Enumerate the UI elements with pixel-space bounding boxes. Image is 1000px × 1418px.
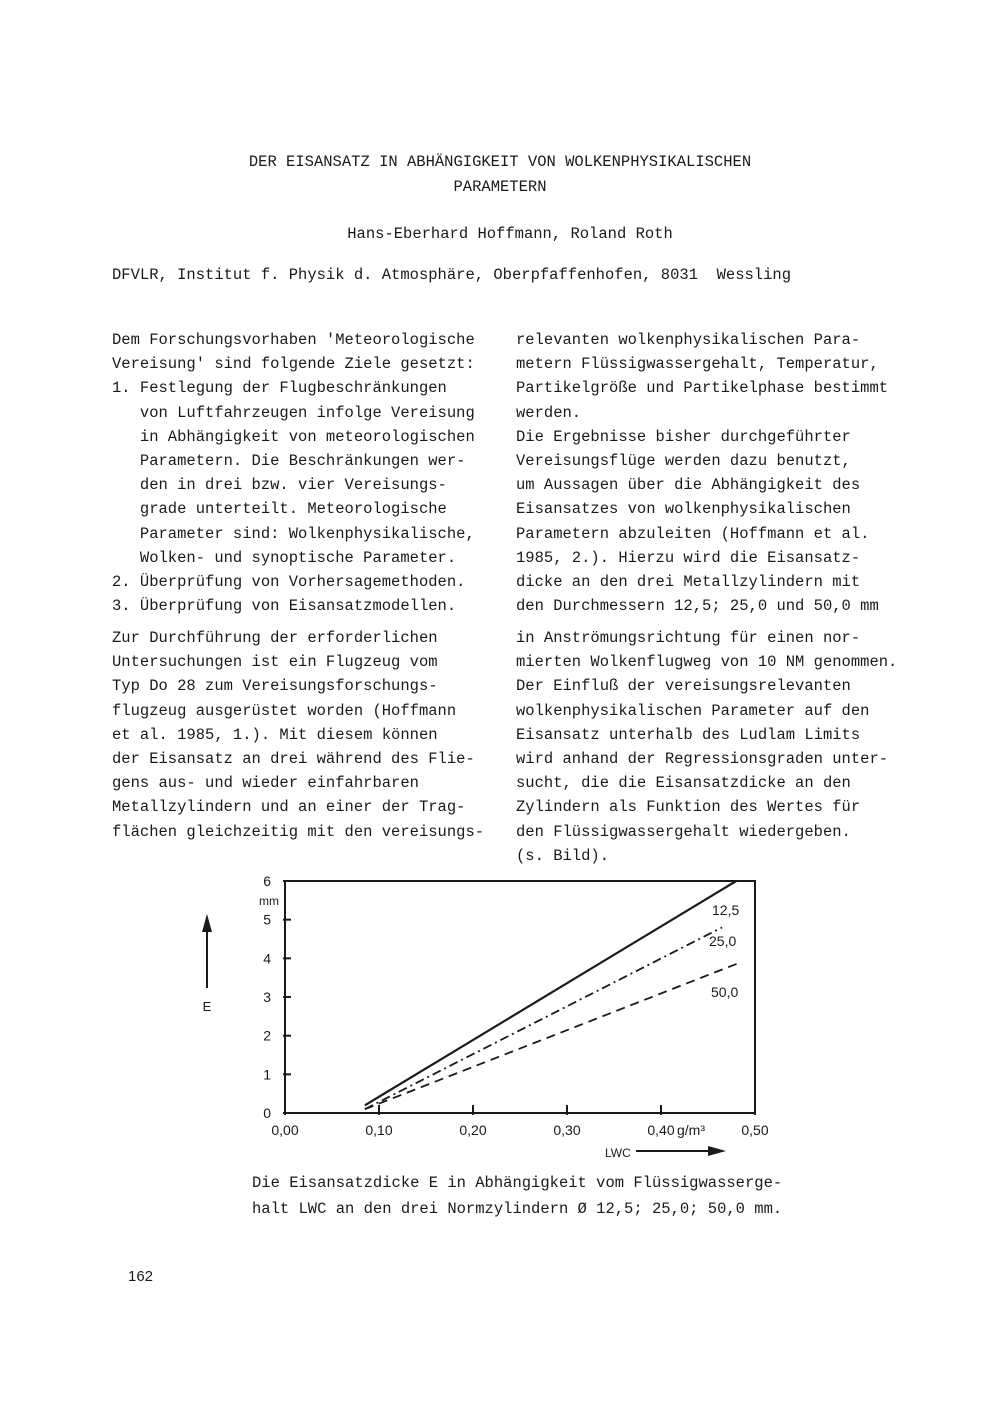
text-line: sucht, die die Eisansatzdicke an den <box>516 774 851 793</box>
series-label: 50,0 <box>711 984 739 1000</box>
figure-ice-thickness-vs-lwc <box>180 868 800 1173</box>
text-line: grade unterteilt. Meteorologische <box>112 500 447 519</box>
y-tick-label: 5 <box>263 911 271 928</box>
text-line: metern Flüssigwassergehalt, Temperatur, <box>516 355 879 374</box>
text-line: Parameter sind: Wolkenphysikalische, <box>112 524 475 543</box>
text-line: Eisansatzes von wolkenphysikalischen <box>516 500 851 519</box>
text-line: den Durchmessern 12,5; 25,0 und 50,0 mm <box>516 597 879 616</box>
text-line: 1. Festlegung der Flugbeschränkungen <box>112 379 447 398</box>
text-line: mierten Wolkenflugweg von 10 NM genommen. <box>516 653 898 672</box>
text-line: wolkenphysikalischen Parameter auf den <box>516 701 870 720</box>
series-label: 25,0 <box>709 933 737 949</box>
text-line: Untersuchungen ist ein Flugzeug vom <box>112 653 438 672</box>
text-line: in Anströmungsrichtung für einen nor- <box>516 629 861 647</box>
text-line: der Eisansatz an drei während des Flie- <box>112 749 475 768</box>
text-line: Zur Durchführung der erforderlichen <box>112 629 438 647</box>
y-tick-label: 6 <box>263 873 271 889</box>
y-tick-label: 0 <box>263 1105 271 1121</box>
text-line: 1985, 2.). Hierzu wird die Eisansatz- <box>516 548 861 567</box>
text-line: relevanten wolkenphysikalischen Para- <box>516 331 861 349</box>
text-line: Dem Forschungsvorhaben 'Meteorologische <box>112 331 475 349</box>
text-line: dicke an den drei Metallzylindern mit <box>516 572 861 591</box>
x-tick-label: 0,10 <box>365 1122 393 1138</box>
x-tick-label: 0,30 <box>553 1122 581 1138</box>
plot-frame <box>285 881 755 1113</box>
paper-authors: Hans-Eberhard Hoffmann, Roland Roth <box>347 225 673 243</box>
y-tick-label: 2 <box>263 1027 271 1044</box>
x-axis-label: LWC <box>605 1146 631 1160</box>
y-tick-label: 4 <box>263 950 271 967</box>
x-unit-label: g/m³ <box>677 1122 705 1138</box>
text-line: halt LWC an den drei Normzylindern Ø 12,5; 25,0; 50,0 mm. <box>252 1200 783 1218</box>
text-line: Die Eisansatzdicke E in Abhängigkeit vom Flüssigwasserge- <box>252 1174 783 1192</box>
left-column-block-1 <box>112 328 512 618</box>
series-line-50-0 <box>365 962 741 1109</box>
text-line: Wolken- und synoptische Parameter. <box>112 548 457 567</box>
y-axis-label: E <box>202 999 212 1014</box>
y-axis-arrowhead-icon <box>202 914 212 932</box>
chart <box>180 868 800 1168</box>
figure-caption <box>252 1170 782 1222</box>
text-line: 3. Überprüfung von Eisansatzmodellen. <box>112 597 457 616</box>
y-unit-label: mm <box>259 894 279 908</box>
text-line: den Flüssigwassergehalt wiedergeben. <box>516 822 851 841</box>
right-column-block-2 <box>516 626 916 868</box>
x-tick-label: 0,20 <box>459 1122 487 1138</box>
x-tick-label: 0,50 <box>741 1122 769 1138</box>
text-line: Partikelgröße und Partikelphase bestimmt <box>516 379 889 398</box>
text-line: von Luftfahrzeugen infolge Vereisung <box>112 403 475 422</box>
right-column-block-1 <box>516 328 916 618</box>
x-tick-label: 0,40 <box>647 1122 675 1138</box>
series-line-12-5 <box>365 881 739 1105</box>
series-line-25-0 <box>365 927 722 1109</box>
paper-title-line-1: DER EISANSATZ IN ABHÄNGIGKEIT VON WOLKENPHYSIKALISCHEN <box>248 153 752 171</box>
text-line: flugzeug ausgerüstet worden (Hoffmann <box>112 701 457 720</box>
text-line: um Aussagen über die Abhängigkeit des <box>516 476 861 495</box>
y-tick-label: 3 <box>263 989 271 1005</box>
paper-affiliation: DFVLR, Institut f. Physik d. Atmosphäre, Oberpfaffenhofen, 8031 Wessling <box>112 266 792 284</box>
text-line: Vereisungsflüge werden dazu benutzt, <box>516 451 851 470</box>
text-line: Zylindern als Funktion des Wertes für <box>516 798 861 817</box>
text-line: Parametern abzuleiten (Hoffmann et al. <box>516 524 870 543</box>
text-line: flächen gleichzeitig mit den vereisungs- <box>112 822 485 841</box>
text-line: Die Ergebnisse bisher durchgeführter <box>516 427 851 446</box>
x-axis-arrowhead-icon <box>708 1146 726 1156</box>
text-line: (s. Bild). <box>516 846 610 865</box>
text-line: den in drei bzw. vier Vereisungs- <box>112 476 447 495</box>
paper-title-line-2: PARAMETERN <box>453 178 547 196</box>
text-line: et al. 1985, 1.). Mit diesem können <box>112 725 438 744</box>
text-line: gens aus- und wieder einfahrbaren <box>112 774 419 793</box>
y-tick-label: 1 <box>263 1066 271 1083</box>
text-line: 2. Überprüfung von Vorhersagemethoden. <box>112 572 466 591</box>
page-number: 162 <box>128 1268 154 1285</box>
text-line: in Abhängigkeit von meteorologischen <box>112 427 475 446</box>
text-line: wird anhand der Regressionsgraden unter- <box>516 749 889 768</box>
text-line: Vereisung' sind folgende Ziele gesetzt: <box>112 355 475 374</box>
text-line: werden. <box>516 403 582 422</box>
text-line: Eisansatz unterhalb des Ludlam Limits <box>516 725 861 744</box>
text-line: Metallzylindern und an einer der Trag- <box>112 798 466 817</box>
left-column-block-2 <box>112 626 512 844</box>
x-tick-label: 0,00 <box>271 1122 299 1138</box>
text-line: Der Einfluß der vereisungsrelevanten <box>516 677 851 696</box>
text-line: Parametern. Die Beschränkungen wer- <box>112 451 466 470</box>
series-label: 12,5 <box>712 902 740 918</box>
text-line: Typ Do 28 zum Vereisungsforschungs- <box>112 677 438 696</box>
